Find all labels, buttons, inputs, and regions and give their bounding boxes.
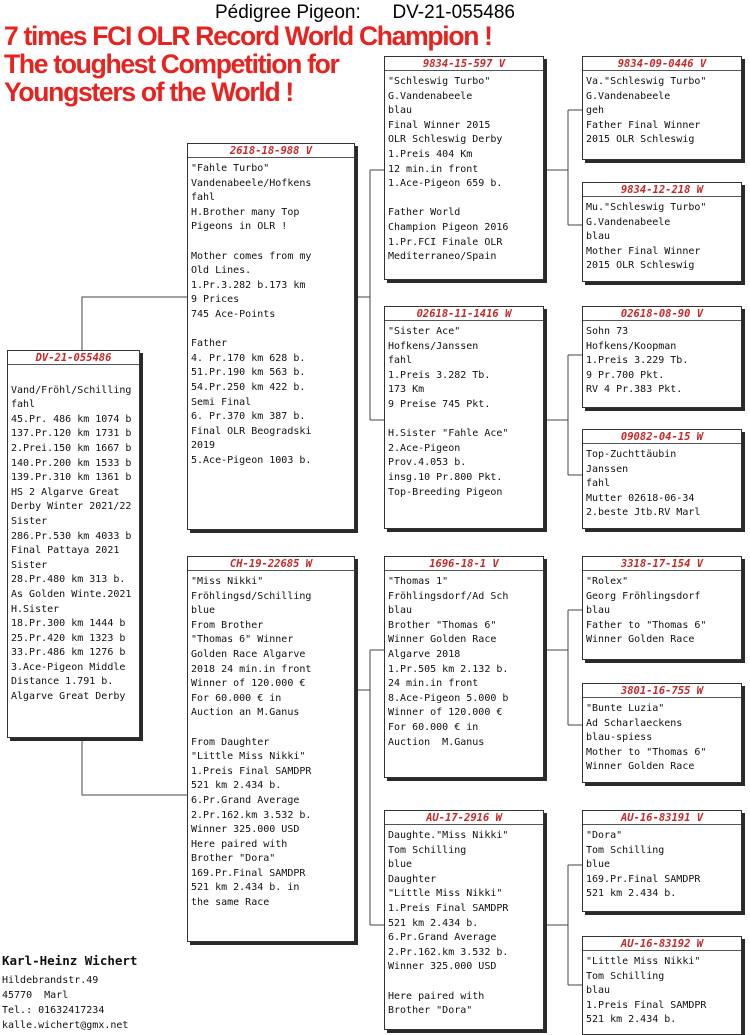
pigeon-card-maternal-grandfather	[384, 556, 544, 778]
pigeon-info-line: fahl	[191, 192, 216, 204]
pigeon-info-line: 54.Pr.250 km 422 b.	[191, 381, 306, 393]
pigeon-info-line: 2.Prei.150 km 1667 b	[11, 442, 132, 454]
ring-number: CH-19-22685 W	[188, 557, 354, 571]
pigeon-info-line: 8.Ace-Pigeon 5.000 b	[388, 692, 509, 704]
pigeon-info-line: blue	[388, 859, 413, 871]
pigeon-info-line: 6.Pr.Grand Average	[388, 932, 497, 944]
pigeon-info-line: 9 Prices	[191, 294, 240, 306]
ring-number: 02618-11-1416 W	[385, 307, 543, 321]
ring-number: 2618-18-988 V	[188, 144, 354, 158]
pigeon-info-line: 2.Pr.162.km 3.532 b.	[388, 946, 509, 958]
pigeon-info-line: Champion Pigeon 2016	[388, 221, 509, 233]
pigeon-card-fmf	[582, 306, 742, 408]
pigeon-info-line: Fröhlingsdorf/Ad Sch	[388, 590, 509, 602]
pigeon-info-line: "Fahle Turbo"	[191, 163, 270, 174]
pigeon-info-line: Father Final Winner	[586, 119, 701, 131]
pigeon-info-line: Winner Golden Race	[388, 634, 497, 646]
pigeon-info-line: blau	[388, 105, 413, 117]
pigeon-card-fmm	[582, 429, 742, 529]
pigeon-info-line: "Thomas 6" Winner	[191, 634, 294, 646]
pigeon-info-line: the same Race	[191, 897, 270, 909]
pigeon-info-line: "Sister Ace"	[388, 326, 461, 337]
owner-city: 45770 Marl	[2, 990, 69, 1001]
pigeon-info-line: Mother to "Thomas 6"	[586, 746, 707, 758]
pigeon-info-line	[191, 721, 351, 736]
pigeon-info-line: G.Vandenabeele	[388, 90, 473, 102]
pigeon-info-line: "Little Miss Nikki"	[191, 751, 306, 763]
pigeon-info-line	[11, 369, 136, 384]
pigeon-info-line: "Little Miss Nikki"	[388, 888, 503, 900]
pigeon-info-line: 6.Pr.Grand Average	[191, 794, 300, 806]
pigeon-info-line: Algarve Great Derby	[11, 691, 126, 703]
pigeon-info-line: Golden Race Algarve	[191, 648, 306, 660]
pigeon-card-mfm	[582, 683, 742, 783]
pigeon-info-line: 169.Pr.Final SAMDPR	[586, 873, 701, 885]
pigeon-info-line: 18.Pr.300 km 1444 b	[11, 618, 126, 630]
pigeon-info-line: "Miss Nikki"	[191, 576, 264, 587]
pigeon-info-line: "Dora"	[586, 830, 623, 841]
ring-number: 9834-15-597 V	[385, 57, 543, 71]
pigeon-info-line: Hofkens/Janssen	[388, 340, 479, 352]
pigeon-info-line: 2.Ace-Pigeon	[388, 442, 461, 454]
pigeon-info-line: 1.Preis 404 Km	[388, 148, 473, 160]
pigeon-info-line: fahl	[586, 478, 611, 490]
ring-number: AU-16-83192 W	[583, 937, 741, 951]
pigeon-info-line: Final Winner 2015	[388, 119, 491, 131]
pigeon-info-line: Daughter	[388, 873, 437, 885]
pigeon-card-paternal-grandmother	[384, 306, 544, 529]
ring-number: DV-21-055486	[8, 351, 139, 365]
pigeon-info-line: G.Vandenabeele	[586, 90, 671, 102]
pigeon-info-line: 2018 24 min.in front	[191, 663, 312, 675]
pigeon-info-line: 521 km 2.434 b.	[388, 917, 479, 929]
pigeon-info-line: Sister	[11, 515, 48, 527]
pigeon-info-line: Winner Golden Race	[586, 634, 695, 646]
pigeon-info-line: geh	[586, 105, 605, 117]
pigeon-info-line: blau	[586, 605, 611, 617]
pigeon-info-line: Mediterraneo/Spain	[388, 251, 497, 263]
pigeon-info-line: 1.Pr.505 km 2.132 b.	[388, 663, 509, 675]
pigeon-info-line: 1.Ace-Pigeon 659 b.	[388, 178, 503, 190]
pigeon-info-line: 9 Pr.700 Pkt.	[586, 369, 665, 381]
pigeon-info-line: Here paired with	[388, 990, 485, 1002]
pigeon-info-line: 24 min.in front	[388, 678, 479, 690]
pigeon-info-line: Final OLR Beogradski	[191, 425, 312, 437]
pigeon-info-line: 33.Pr.486 km 1276 b	[11, 647, 126, 659]
pigeon-info-line	[191, 235, 351, 250]
pigeon-info-line: 2015 OLR Schleswig	[586, 134, 695, 146]
pigeon-info-line: Winner 325.000 USD	[388, 961, 497, 973]
pigeon-info-line: Janssen	[586, 463, 629, 475]
pigeon-info-line: G.Vandenabeele	[586, 216, 671, 228]
pigeon-info-line: Algarve 2018	[388, 648, 461, 660]
pigeon-info-line: "Bunte Luzia"	[586, 703, 665, 714]
pigeon-info-line: Top-Breeding Pigeon	[388, 486, 503, 498]
pigeon-info-line	[388, 975, 540, 990]
pigeon-info-line: Ad Scharlaeckens	[586, 717, 683, 729]
pigeon-card-mff	[582, 556, 742, 660]
pigeon-info-line: Winner of 120.000 €	[388, 707, 503, 719]
pigeon-info-line: Tom Schilling	[586, 970, 665, 982]
pigeon-info-line: 51.Pr.190 km 563 b.	[191, 367, 306, 379]
pigeon-info-line: Sister	[11, 559, 48, 571]
pigeon-info-line: blau	[586, 985, 611, 997]
pigeon-info-line: Derby Winter 2021/22	[11, 501, 132, 513]
pigeon-info-line: Semi Final	[191, 396, 252, 408]
pigeon-info-line: Daughte."Miss Nikki"	[388, 830, 509, 841]
pigeon-info-line: H.Sister "Fahle Ace"	[388, 428, 509, 440]
ring-number: 3801-16-755 W	[583, 684, 741, 698]
pigeon-info-line: 2019	[191, 440, 216, 452]
ring-number: 09082-04-15 W	[583, 430, 741, 444]
pigeon-info-line: Distance 1.791 b.	[11, 676, 114, 688]
pigeon-info-line: Va."Schleswig Turbo"	[586, 76, 707, 87]
ring-number: 02618-08-90 V	[583, 307, 741, 321]
headline-line-1: 7 times FCI OLR Record World Champion !	[4, 21, 492, 51]
ring-number: 1696-18-1 V	[385, 557, 543, 571]
pigeon-info-line: As Golden Winte.2021	[11, 588, 132, 600]
pigeon-info-line: From Daughter	[191, 736, 270, 748]
pigeon-card-maternal-grandmother	[384, 810, 544, 1030]
pigeon-info-line: 9 Preise 745 Pkt.	[388, 398, 491, 410]
pigeon-card-father	[187, 143, 355, 530]
pigeon-info-line: RV 4 Pr.383 Pkt.	[586, 384, 683, 396]
pigeon-info-line: fahl	[388, 355, 413, 367]
pigeon-info-line: blue	[191, 605, 216, 617]
pigeon-card-subject	[7, 350, 140, 738]
pigeon-info-line: 25.Pr.420 km 1323 b	[11, 632, 126, 644]
pigeon-info-line: "Little Miss Nikki"	[586, 956, 701, 967]
owner-phone: Tel.: 01632417234	[2, 1005, 105, 1016]
pigeon-info-line: Here paired with	[191, 838, 288, 850]
pigeon-info-line: 2015 OLR Schleswig	[586, 260, 695, 272]
pigeon-info-line: HS 2 Algarve Great	[11, 486, 120, 498]
pigeon-info-line: 521 km 2.434 b.	[586, 1014, 677, 1026]
pigeon-info-line: 2.Pr.162.km 3.532 b.	[191, 809, 312, 821]
pigeon-info-line: 137.Pr.120 km 1731 b	[11, 428, 132, 440]
pigeon-info-line: Old Lines.	[191, 265, 252, 277]
pigeon-info-line: 2.beste Jtb.RV Marl	[586, 507, 701, 519]
page-title: Pédigree Pigeon: DV-21-055486	[215, 2, 515, 23]
pigeon-info-line: OLR Schleswig Derby	[388, 134, 503, 146]
pigeon-info-line	[388, 192, 540, 207]
pigeon-info-line: Top-Zuchttäubin	[586, 449, 677, 460]
pigeon-info-line: Georg Fröhlingsdorf	[586, 590, 701, 602]
pigeon-info-line: Brother "Dora"	[191, 853, 276, 865]
pigeon-info-line: Mother Final Winner	[586, 245, 701, 257]
pigeon-info-line: 521 km 2.434 b.	[586, 888, 677, 900]
pigeon-info-line: 140.Pr.200 km 1533 b	[11, 457, 132, 469]
owner-street: Hildebrandstr.49	[2, 975, 99, 986]
ring-number: 9834-09-0446 V	[583, 57, 741, 71]
pigeon-info-line: Father to "Thomas 6"	[586, 619, 707, 631]
pigeon-info-line: 139.Pr.310 km 1361 b	[11, 472, 132, 484]
pigeon-info-line: H.Sister	[11, 603, 60, 615]
pigeon-card-mother	[187, 556, 355, 942]
pigeon-info-line: Brother "Dora"	[388, 1005, 473, 1017]
pigeon-info-line: 12 min.in front	[388, 163, 479, 175]
pigeon-info-line: Winner Golden Race	[586, 761, 695, 773]
pigeon-info-line: Tom Schilling	[388, 844, 467, 856]
pigeon-info-line: 1.Preis Final SAMDPR	[586, 999, 707, 1011]
pigeon-info-line: 173 Km	[388, 384, 425, 396]
pigeon-info-line: 5.Ace-Pigeon 1003 b.	[191, 454, 312, 466]
pigeon-info-line: insg.10 Pr.800 Pkt.	[388, 471, 503, 483]
pigeon-info-line: Hofkens/Koopman	[586, 340, 677, 352]
pigeon-info-line: blue	[586, 859, 611, 871]
pigeon-info-line: Prov.4.053 b.	[388, 457, 467, 469]
pigeon-info-line: "Schleswig Turbo"	[388, 76, 491, 87]
pigeon-info-line: From Brother	[191, 619, 264, 631]
pigeon-info-line: 4. Pr.170 km 628 b.	[191, 352, 306, 364]
pigeon-card-mmf	[582, 810, 742, 912]
pigeon-info-line: 1.Preis Final SAMDPR	[388, 902, 509, 914]
pigeon-card-paternal-grandfather	[384, 56, 544, 280]
headline-line-2: The toughest Competition for	[4, 49, 339, 79]
pigeon-info-line: 6. Pr.370 km 387 b.	[191, 411, 306, 423]
pigeon-info-line: Father	[191, 338, 228, 350]
ring-number: 9834-12-218 W	[583, 183, 741, 197]
pigeon-info-line	[388, 413, 540, 428]
pigeon-info-line: Tom Schilling	[586, 844, 665, 856]
pigeon-info-line: Auction an M.Ganus	[191, 707, 300, 719]
pigeon-card-ffm	[582, 182, 742, 282]
pigeon-info-line	[191, 323, 351, 338]
pigeon-info-line: Mu."Schleswig Turbo"	[586, 202, 707, 213]
owner-email[interactable]: kalle.wichert@gmx.net	[2, 1020, 129, 1031]
pigeon-info-line: Final Pattaya 2021	[11, 545, 120, 557]
pigeon-info-line: 28.Pr.480 km 313 b.	[11, 574, 126, 586]
pigeon-info-line: Auction M.Ganus	[388, 736, 485, 748]
pigeon-info-line: Mutter 02618-06-34	[586, 492, 695, 504]
pigeon-info-line: 1.Pr.3.282 b.173 km	[191, 279, 306, 291]
pigeon-info-line: blau	[586, 231, 611, 243]
ring-number: AU-16-83191 V	[583, 811, 741, 825]
pigeon-info-line: Winner 325.000 USD	[191, 824, 300, 836]
ring-number: 3318-17-154 V	[583, 557, 741, 571]
pigeon-info-line: "Thomas 1"	[388, 576, 449, 587]
pigeon-info-line: Winner of 120.000 €	[191, 678, 306, 690]
pigeon-info-line: Vandenabeele/Hofkens	[191, 177, 312, 189]
pigeon-info-line: Brother "Thomas 6"	[388, 619, 497, 631]
pigeon-card-mmm	[582, 936, 742, 1035]
owner-info	[2, 952, 137, 1033]
pigeon-info-line: Vand/Fröhl/Schilling	[11, 384, 132, 396]
pigeon-info-line: 45.Pr. 486 km 1074 b	[11, 413, 132, 425]
pigeon-info-line: For 60.000 € in	[388, 721, 479, 733]
pigeon-info-line: 286.Pr.530 km 4033 b	[11, 530, 132, 542]
pigeon-info-line: 521 km 2.434 b. in	[191, 882, 300, 894]
headline-line-3: Youngsters of the World !	[4, 77, 293, 107]
pigeon-info-line: H.Brother many Top	[191, 206, 300, 218]
pigeon-info-line: "Rolex"	[586, 576, 629, 587]
owner-name: Karl-Heinz Wichert	[2, 953, 138, 968]
pigeon-info-line: 169.Pr.Final SAMDPR	[191, 867, 306, 879]
pigeon-info-line: 1.Preis Final SAMDPR	[191, 765, 312, 777]
pigeon-info-line: blau-spiess	[586, 732, 653, 744]
pigeon-card-fff	[582, 56, 742, 160]
pigeon-info-line: Mother comes from my	[191, 250, 312, 262]
pigeon-info-line: fahl	[11, 399, 36, 411]
pigeon-info-line: Fröhlingsd/Schilling	[191, 590, 312, 602]
pigeon-info-line: Father World	[388, 207, 461, 219]
pigeon-info-line: Sohn 73	[586, 326, 629, 337]
ring-number: AU-17-2916 W	[385, 811, 543, 825]
pigeon-info-line: Pigeons in OLR !	[191, 221, 288, 233]
pigeon-info-line: 1.Preis 3.282 Tb.	[388, 369, 491, 381]
pigeon-info-line: 1.Pr.FCI Finale OLR	[388, 236, 503, 248]
pigeon-info-line: For 60.000 € in	[191, 692, 282, 704]
pigeon-info-line: 3.Ace-Pigeon Middle	[11, 661, 126, 673]
pigeon-info-line: 1.Preis 3.229 Tb.	[586, 355, 689, 367]
pigeon-info-line: 745 Ace-Points	[191, 308, 276, 320]
pigeon-info-line: 521 km 2.434 b.	[191, 780, 282, 792]
pigeon-info-line: blau	[388, 605, 413, 617]
